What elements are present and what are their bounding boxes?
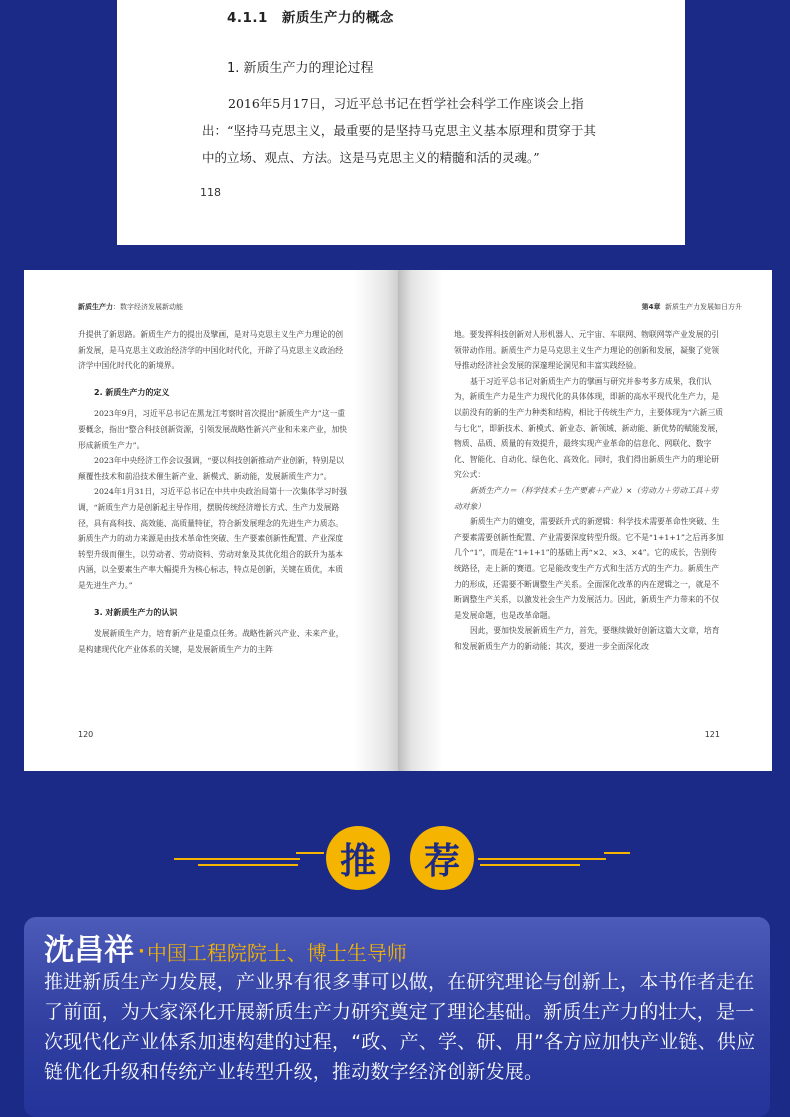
- running-header: [642, 302, 742, 312]
- paragraph: 地。要发挥科技创新对人形机器人、元宇宙、车联网、物联网等产业发展的引领带动作用。新质生产力是马克思主义生产力理论的创新和发展，凝聚了党领导推动经济社会发展的深邃理论洞见和丰富实践经验。: [454, 330, 720, 371]
- endorser-line: [44, 925, 407, 969]
- decor-line: [296, 852, 324, 854]
- formula: 新质生产力＝（科学技术＋生产要素＋产业）×（劳动力＋劳动工具＋劳动对象）: [454, 485, 719, 511]
- page-number: 120: [78, 730, 94, 739]
- separator-dot: ·: [138, 941, 145, 962]
- decor-line: [604, 852, 630, 854]
- recommend-char-1: 推: [326, 826, 390, 890]
- endorser-name: 沈昌祥: [44, 933, 134, 968]
- endorsement-text: 推进新质生产力发展，产业界有很多事可以做，在研究理论与创新上，本书作者走在了前面，为大家深化开展新质生产力研究奠定了理论基础。新质生产力的壮大，是一次现代化产业体系加速构建的过程，“政、产、学、研、用”各方应加快产业链、供应链优化升级和传统产业转型升级，推动数字经济创新发展。: [44, 971, 756, 1083]
- decor-line: [478, 858, 606, 860]
- running-header-subtitle: ：数字经济发展新动能: [113, 303, 183, 311]
- chapter-label: 第4章: [641, 303, 661, 311]
- page-number: 118: [200, 186, 221, 199]
- decor-line: [198, 864, 298, 866]
- open-book-spread: [24, 270, 772, 771]
- endorsement-card: [24, 917, 770, 1117]
- quote-paragraph: 2016年5月17日，习近平总书记在哲学社会科学工作座谈会上指出：“坚持马克思主义，最重要的是坚持马克思主义基本原理和贯穿于其中的立场、观点、方法。这是马克思主义的精髓和活的灵魂。”: [202, 96, 596, 165]
- paragraph: 发展新质生产力，培育新产业是重点任务。战略性新兴产业、未来产业，是构建现代化产业体系的关键，是发展新质生产力的主阵: [78, 629, 344, 654]
- heading-understanding: 3. 对新质生产力的认识: [94, 607, 178, 617]
- left-page-body: [78, 327, 348, 657]
- heading-definition: 2. 新质生产力的定义: [94, 387, 170, 397]
- paragraph: 因此，要加快发展新质生产力，首先，要继续做好创新这篇大文章，培育和发展新质生产力的新动能；其次，要进一步全面深化改: [454, 626, 720, 651]
- endorser-title: 中国工程院院士、博士生导师: [146, 941, 407, 965]
- decor-line: [174, 858, 300, 860]
- page-number: 121: [704, 730, 720, 739]
- right-page-body: [454, 327, 724, 654]
- recommend-char-2: 荐: [410, 826, 474, 890]
- recommend-heading: [0, 826, 790, 896]
- paragraph: 2024年1月31日，习近平总书记在中共中央政治局第十一次集体学习时强调，“新质生产力是创新起主导作用，摆脱传统经济增长方式、生产力发展路径，具有高科技、高效能、高质量特征，符合新发展理念的先进生产力质态。新质生产力的动力来源是由技术革命性突破、生产要素创新性配置、产业深度转型升级而催生，以劳动者、劳动资料、劳动对象及其优化组合的跃升为基本内涵，以全要素生产率大幅提升为核心标志，特点是创新，关键在质优，本质是先进生产力。”: [78, 487, 348, 590]
- chapter-title: 新质生产力发展如日方升: [665, 303, 742, 311]
- running-header-title: 新质生产力: [78, 303, 113, 311]
- paragraph: 2023年中央经济工作会议强调，“要以科技创新推动产业创新，特别是以颠覆性技术和前沿技术催生新产业、新模式、新动能，发展新质生产力”。: [78, 456, 344, 481]
- paragraph: 新质生产力的嬗变，需要跃升式的新逻辑：科学技术需要革命性突破、生产要素需要创新性配置、产业需要深度转型升级。它不是“1+1+1”之后再多加几个“1”，而是在“1+1+1”的基础上再“×2、×3、×4”。它的成长，告别传统路径，走上新的赛道。它是能改变生产方式和生活方式的生产力。新质生产力的形成，还需要不断调整生产关系。全面深化改革的内在逻辑之一，就是不断调整生产关系，以激发社会生产力发展活力。因此，新质生产力带来的不仅是发展命题，也是改革命题。: [454, 517, 724, 620]
- running-header: [78, 302, 183, 312]
- section-heading: 4.1.1 新质生产力的概念: [227, 10, 394, 26]
- right-page: [398, 270, 772, 771]
- paragraph: 2023年9月，习近平总书记在黑龙江考察时首次提出“新质生产力”这一重要概念，指出“整合科技创新资源，引领发展战略性新兴产业和未来产业，加快形成新质生产力”。: [78, 409, 348, 450]
- subsection-heading: 1. 新质生产力的理论过程: [227, 61, 374, 76]
- left-page: [24, 270, 398, 771]
- top-book-page: [117, 0, 685, 245]
- paragraph: 基于习近平总书记对新质生产力的擘画与研究并参考多方成果，我们认为，新质生产力是生产力现代化的具体体现，即新的高水平现代化生产力，是以前没有的新的生产力种类和结构，相比于传统生产力，主要体现为“六新三质与七化”，即新技术、新模式、新业态、新领域、新动能、新优势的赋能发展，物质、品质、质量的有效提升，最终实现产业革命的信息化、网联化、数字化、智能化、自动化、绿色化、高效化。同时，我们得出新质生产力的理论研究公式：: [454, 376, 724, 480]
- decor-line: [480, 864, 580, 866]
- paragraph: 升提供了新思路。新质生产力的提出及擘画，是对马克思主义生产力理论的创新发展，是马克思主义政治经济学的中国化时代化，开辟了马克思主义政治经济学中国化时代化的新境界。: [78, 330, 344, 371]
